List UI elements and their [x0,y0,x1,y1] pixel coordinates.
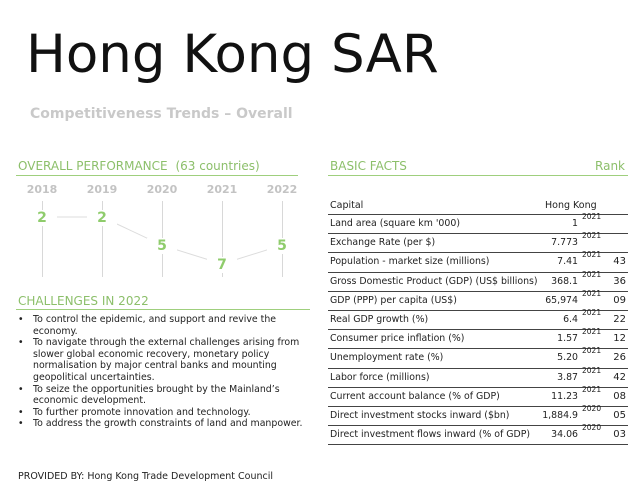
fact-label: GDP (PPP) per capita (US$) [330,294,457,306]
fact-rank: 36 [613,275,626,287]
fact-label: Labor force (millions) [330,371,430,383]
table-row [328,288,628,310]
challenges-heading: CHALLENGES IN 2022 [18,294,149,308]
basic-facts-rule [328,175,628,176]
challenge-item: • To seize the opportunities brought by the Mainland’s economic development. [18,384,308,407]
year-label-2020: 2020 [146,183,178,196]
table-row [328,310,628,329]
fact-value: 1.57 [557,333,578,345]
fact-year: 2021 [582,231,602,241]
overall-performance-title: OVERALL PERFORMANCE [18,159,168,173]
rank-value-2018: 2 [27,210,57,226]
fact-label: Land area (square km '000) [330,218,460,229]
table-row [328,365,628,387]
fact-label: Real GDP growth (%) [330,314,429,325]
year-label-2019: 2019 [86,183,118,196]
fact-year: 2021 [582,269,602,279]
row-divider [328,444,628,445]
fact-label: Exchange Rate (per $) [330,237,436,249]
fact-value: 6.4 [563,314,578,325]
fact-value: 7.773 [551,237,578,249]
fact-value: 5.20 [557,352,578,364]
table-row [328,425,628,444]
fact-label: Population - market size (millions) [330,256,490,268]
year-label-2022: 2022 [266,183,298,196]
fact-year: 2021 [582,327,602,337]
table-row [328,348,628,367]
table-row [328,384,628,406]
provided-by: PROVIDED BY: Hong Kong Trade Development Council [18,471,274,482]
fact-label: Gross Domestic Product (GDP) (US$ billions) [330,275,538,287]
fact-label: Unemployment rate (%) [330,352,444,364]
fact-year: 2021 [582,250,602,260]
fact-label: Direct investment stocks inward ($bn) [330,410,510,421]
fact-rank: 08 [613,390,626,402]
fact-rank: 12 [613,333,626,345]
fact-rank: 05 [613,410,626,421]
fact-value: 368.1 [551,275,578,287]
col-value-hong-kong: Hong Kong [545,200,597,211]
rank-value-2021: 7 [207,257,237,273]
table-row [328,329,628,348]
fact-year: 2020 [582,404,602,413]
challenge-item: • To address the growth constraints of land and manpower. [18,418,308,430]
page-subtitle: Competitiveness Trends – Overall [30,106,293,122]
challenges-list [18,314,308,430]
fact-rank: 42 [613,371,626,383]
year-label-2018: 2018 [26,183,58,196]
fact-year: 2021 [582,346,602,356]
fact-year: 2020 [582,423,602,433]
fact-year: 2021 [582,288,602,298]
table-row [328,406,628,425]
table-row [328,233,628,252]
fact-value: 3.87 [557,371,578,383]
fact-value: 7.41 [557,256,578,268]
countries-note: (63 countries) [175,159,260,173]
fact-value: 11.23 [551,390,578,402]
basic-facts-heading: BASIC FACTS [330,159,407,173]
fact-label: Consumer price inflation (%) [330,333,465,345]
fact-year: 2021 [582,365,602,375]
fact-value: 1,884.9 [542,410,578,421]
fact-value: 65,974 [545,294,578,306]
fact-rank: 09 [613,294,626,306]
challenge-item: • To control the epidemic, and support and revive the economy. [18,314,308,337]
page-title: Hong Kong SAR [26,24,439,85]
fact-value: 34.06 [551,429,578,441]
fact-label: Current account balance (% of GDP) [330,390,500,402]
challenge-item: • To navigate through the external challenges arising from slower global economic recovery, monetary policy normalisation by major central banks and mounting geopolitical uncertainties. [18,337,308,383]
fact-year: 2021 [582,308,602,317]
fact-value: 1 [572,218,578,229]
challenge-item: • To further promote innovation and technology. [18,407,308,419]
fact-rank: 26 [613,352,626,364]
fact-rank: 43 [613,256,626,268]
fact-year: 2021 [582,384,602,394]
col-label-capital: Capital [330,200,364,211]
fact-label: Direct investment flows inward (% of GDP) [330,429,531,441]
challenges-rule [16,309,310,310]
rank-value-2020: 5 [147,238,177,254]
fact-year: 2021 [582,212,602,221]
fact-rank: 03 [613,429,626,441]
table-row [328,269,628,291]
year-label-2021: 2021 [206,183,238,196]
fact-rank: 22 [613,314,626,325]
rank-value-2022: 5 [267,238,297,254]
table-row [328,252,628,271]
rank-heading: Rank [595,159,625,173]
rank-value-2019: 2 [87,210,117,226]
table-row [328,214,628,233]
